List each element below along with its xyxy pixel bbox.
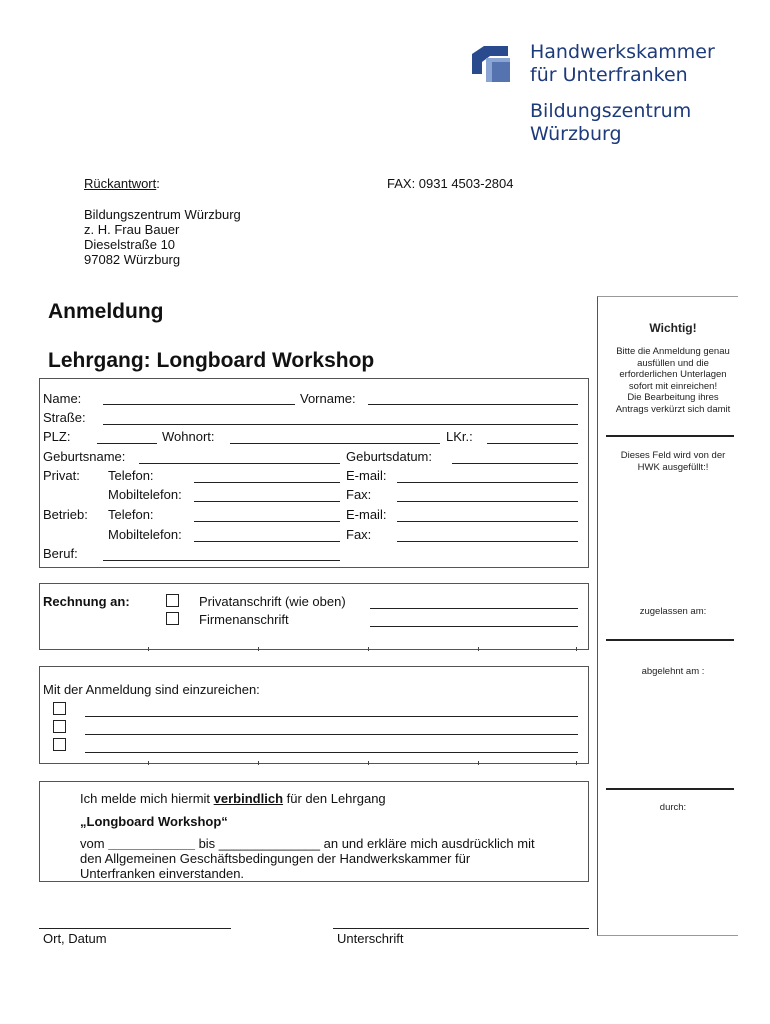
geburtsdatum-field[interactable] (452, 463, 578, 464)
lkr-field[interactable] (487, 443, 578, 444)
sidebar-durch-label: durch: (659, 802, 687, 813)
attachment-field-3[interactable] (85, 752, 578, 753)
sidebar-abgelehnt-label: abgelehnt am : (641, 666, 705, 677)
billing-company-checkbox[interactable] (166, 612, 179, 625)
attachment-checkbox-3[interactable] (53, 738, 66, 751)
betrieb-fax-label: Fax: (346, 527, 372, 542)
sidebar-note-6: Antrags verkürzt sich damit (615, 403, 731, 415)
declaration-line-4: den Allgemeinen Geschäftsbedingungen der Handwerkskammer für (80, 851, 471, 866)
billing-private-field[interactable] (370, 608, 578, 609)
declaration-vom: vom (80, 836, 105, 851)
attachment-checkbox-1[interactable] (53, 702, 66, 715)
sidebar-note-1: Bitte die Anmeldung genau (616, 346, 730, 357)
privat-fax-field[interactable] (397, 501, 578, 502)
billing-company-label: Firmenanschrift (199, 612, 289, 627)
billing-label: Rechnung an: (43, 594, 130, 609)
sidebar-zugelassen-label: zugelassen am: (639, 606, 707, 617)
vorname-label: Vorname: (300, 391, 356, 406)
wohnort-field[interactable] (230, 443, 440, 444)
sidebar-divider-1 (606, 435, 734, 437)
betrieb-fax-field[interactable] (397, 541, 578, 542)
geburtsdatum-label: Geburtsdatum: (346, 449, 432, 464)
betrieb-mobil-label: Mobiltelefon: (108, 527, 182, 542)
attachment-field-1[interactable] (85, 716, 578, 717)
declaration-line-5: Unterfranken einverstanden. (80, 866, 245, 881)
strasse-field[interactable] (103, 424, 578, 425)
betrieb-mobil-field[interactable] (194, 541, 340, 542)
address-line-3: Dieselstraße 10 (84, 237, 176, 252)
betrieb-email-field[interactable] (397, 521, 578, 522)
course-title: Lehrgang: Longboard Workshop (48, 349, 375, 372)
privat-email-field[interactable] (397, 482, 578, 483)
name-field[interactable] (103, 404, 295, 405)
privat-label: Privat: (43, 468, 80, 483)
beruf-field[interactable] (103, 560, 340, 561)
attachment-field-2[interactable] (85, 734, 578, 735)
privat-telefon-field[interactable] (194, 482, 340, 483)
privat-email-label: E-mail: (346, 468, 387, 483)
privat-telefon-label: Telefon: (108, 468, 154, 483)
logo-line-4: Würzburg (530, 123, 622, 145)
logo-line-3: Bildungszentrum (530, 100, 692, 122)
logo-line-2: für Unterfranken (530, 64, 688, 86)
billing-private-checkbox[interactable] (166, 594, 179, 607)
attachment-checkbox-2[interactable] (53, 720, 66, 733)
betrieb-telefon-field[interactable] (194, 521, 340, 522)
sidebar-note-5: Die Bearbeitung ihres (627, 392, 719, 403)
address-line-2: z. H. Frau Bauer (84, 222, 180, 237)
reply-heading (84, 176, 160, 191)
betrieb-email-label: E-mail: (346, 507, 387, 522)
signature-field[interactable] (333, 928, 589, 929)
logo-line-1: Handwerkskammer (530, 41, 715, 63)
declaration-course: „Longboard Workshop“ (80, 814, 228, 829)
office-use-sidebar (597, 296, 738, 936)
address-line-1: Bildungszentrum Würzburg (84, 207, 241, 222)
privat-mobil-field[interactable] (194, 501, 340, 502)
signature-label: Unterschrift (337, 931, 404, 946)
declaration-line-1 (80, 791, 386, 806)
name-label: Name: (43, 391, 82, 406)
place-date-field[interactable] (39, 928, 231, 929)
privat-mobil-label: Mobiltelefon: (108, 487, 182, 502)
declaration-binding-word: verbindlich (213, 791, 284, 806)
sidebar-note-2: ausfüllen und die (637, 357, 709, 369)
attachments-section (39, 666, 589, 764)
betrieb-telefon-label: Telefon: (108, 507, 154, 522)
hwk-cube-logo-icon (470, 44, 514, 84)
lkr-label: LKr.: (446, 429, 473, 444)
sidebar-heading: Wichtig! (649, 321, 697, 335)
place-date-label: Ort, Datum (43, 931, 107, 946)
geburtsname-label: Geburtsname: (43, 449, 126, 464)
strasse-label: Straße: (43, 410, 86, 425)
sidebar-zugelassen-line[interactable] (606, 639, 734, 641)
attachments-label: Mit der Anmeldung sind einzureichen: (43, 682, 260, 697)
sidebar-divider-2 (606, 788, 734, 790)
fax-number: FAX: 0931 4503-2804 (387, 176, 514, 191)
page-title: Anmeldung (48, 300, 164, 323)
betrieb-label: Betrieb: (43, 507, 88, 522)
plz-field[interactable] (97, 443, 157, 444)
sidebar-note-4: sofort mit einreichen! (628, 380, 718, 392)
declaration-bis-text: bis ______________ an und erkläre mich ausdrücklich mit (194, 836, 535, 851)
beruf-label: Beruf: (43, 546, 78, 561)
plz-label: PLZ: (43, 429, 71, 444)
address-line-4: 97082 Würzburg (84, 252, 181, 267)
wohnort-label: Wohnort: (162, 429, 215, 444)
geburtsname-field[interactable] (139, 463, 340, 464)
billing-company-field[interactable] (370, 626, 578, 627)
declaration-date-from-blank[interactable]: ____________ (108, 836, 195, 851)
sidebar-hwk-2: HWK ausgefüllt:! (637, 461, 709, 473)
privat-fax-label: Fax: (346, 487, 372, 502)
declaration-line-1-post: für den Lehrgang (283, 791, 386, 806)
sidebar-hwk-1: Dieses Feld wird von der (620, 450, 726, 461)
sidebar-note-3: erforderlichen Unterlagen (619, 369, 727, 380)
declaration-line-1-pre: Ich melde mich hiermit (80, 791, 214, 806)
reply-label: Rückantwort (84, 176, 157, 191)
declaration-line-3 (80, 836, 535, 851)
vorname-field[interactable] (368, 404, 578, 405)
reply-colon: : (156, 176, 160, 191)
billing-private-label: Privatanschrift (wie oben) (199, 594, 346, 609)
